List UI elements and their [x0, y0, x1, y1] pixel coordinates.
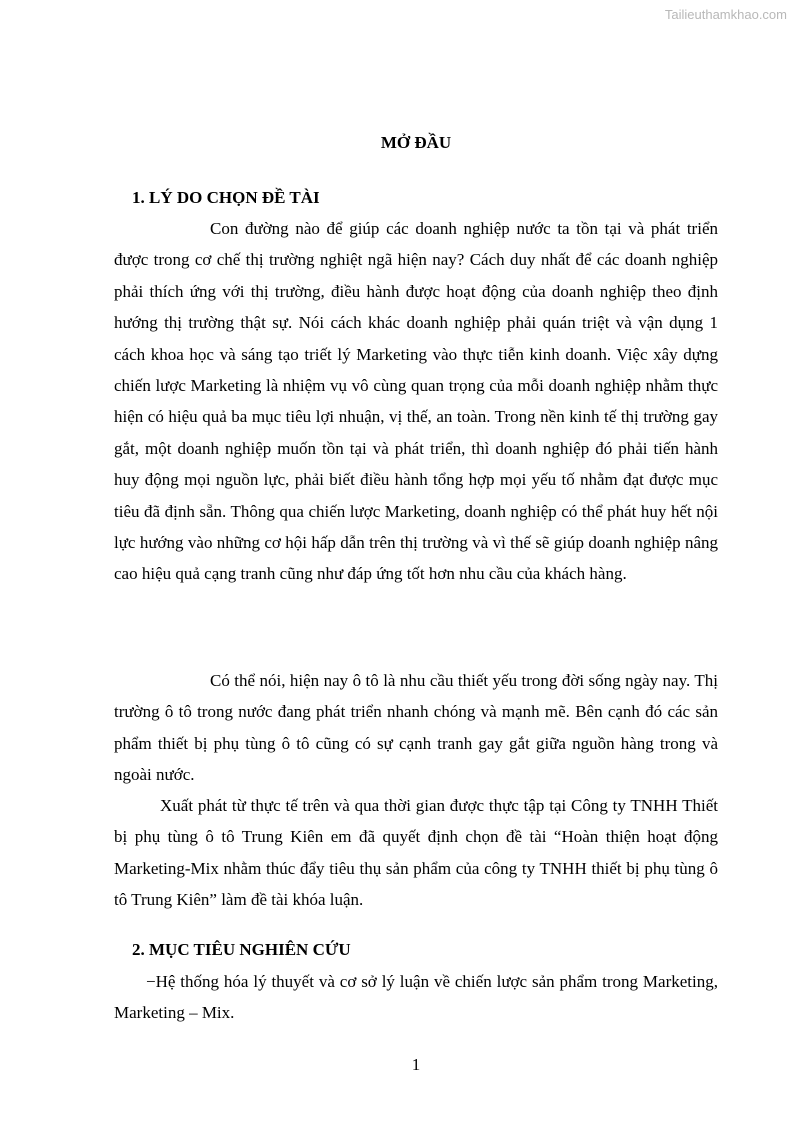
page-number: 1 — [411, 1055, 421, 1074]
watermark: Tailieuthamkhao.com — [664, 7, 787, 22]
paragraph-objectives-1: −Hệ thống hóa lý thuyết và cơ sở lý luận về chiến lược sản phẩm trong Marketing, Marketing – Mix. — [114, 972, 718, 1023]
paragraph-reasons-3: Xuất phát từ thực tế trên và qua thời gian được thực tập tại Công ty TNHH Thiết bị phụ tùng ô tô Trung Kiên em đã quyết định chọn đề tài “Hoàn thiện hoạt động Marketing-Mix nhằm thúc đẩy tiêu thụ sản phẩm của công ty TNHH thiết bị phụ tùng ô tô Trung Kiên” làm đề tài khóa luận. — [114, 796, 718, 910]
section-heading-reasons: 1. LÝ DO CHỌN ĐỀ TÀI — [132, 188, 320, 207]
section-heading-objectives: 2. MỤC TIÊU NGHIÊN CỨU — [132, 940, 351, 959]
page-title: MỞ ĐẦU — [380, 133, 452, 152]
paragraph-reasons-2: Có thể nói, hiện nay ô tô là nhu cầu thiết yếu trong đời sống ngày nay. Thị trường ô tô trong nước đang phát triển nhanh chóng và mạnh mẽ. Bên cạnh đó các sản phẩm thiết bị phụ tùng ô tô cũng có sự cạnh tranh gay gắt giữa nguồn hàng trong và ngoài nước. — [114, 671, 718, 785]
paragraph-reasons-1: Con đường nào để giúp các doanh nghiệp nước ta tồn tại và phát triển được trong cơ chế thị trường nghiệt ngã hiện nay? Cách duy nhất để các doanh nghiệp phải thích ứng với thị trường, điều hành được hoạt động của doanh nghiệp theo định hướng thị trường thật sự. Nói cách khác doanh nghiệp phải quán triệt và vận dụng 1 cách khoa học và sáng tạo triết lý Marketing vào thực tiễn kinh doanh. Việc xây dựng chiến lược Marketing là nhiệm vụ vô cùng quan trọng của mỗi doanh nghiệp nhằm thực hiện có hiệu quả ba mục tiêu lợi nhuận, vị thế, an toàn. Trong nền kinh tế thị trường gay gắt, một doanh nghiệp muốn tồn tại và phát triển, thì doanh nghiệp đó phải tiến hành huy động mọi nguồn lực, phải biết điều hành tổng hợp mọi yếu tố nhằm đạt được mục tiêu đã định sẵn. Thông qua chiến lược Marketing, doanh nghiệp có thể phát huy hết nội lực hướng vào những cơ hội hấp dẫn trên thị trường và vì thế sẽ giúp doanh nghiệp nâng cao hiệu quả cạng tranh cũng như đáp ứng tốt hơn nhu cầu của khách hàng. — [114, 219, 718, 584]
